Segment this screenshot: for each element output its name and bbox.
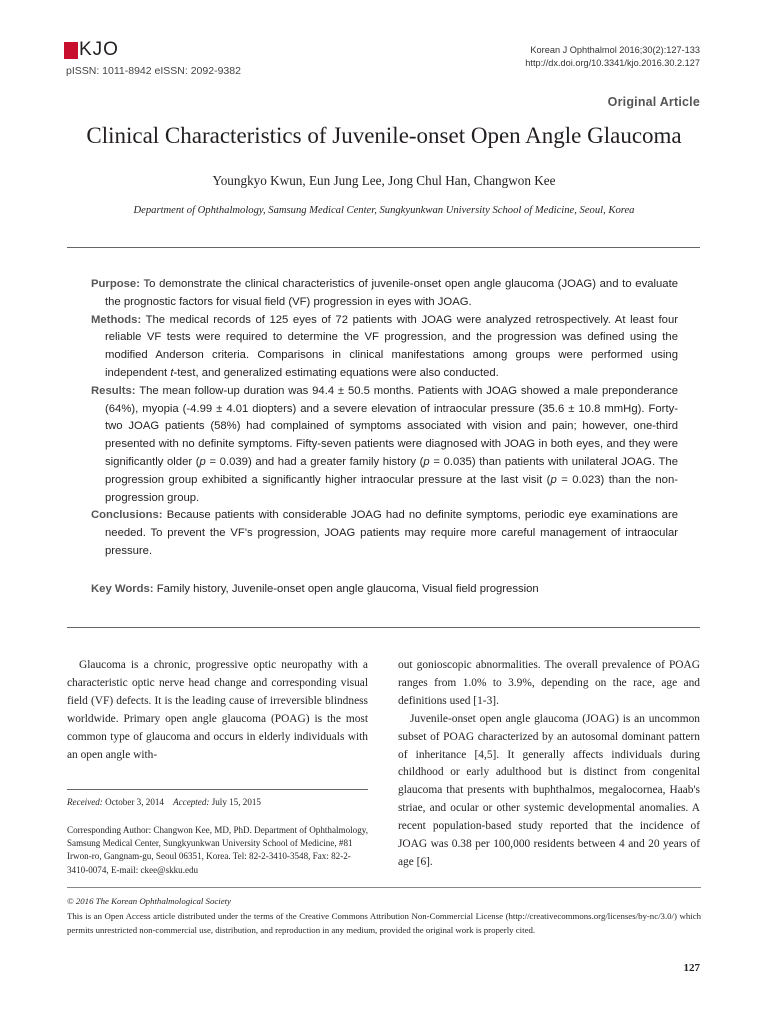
- footnote-divider: [67, 789, 368, 790]
- results-label: Results:: [91, 384, 136, 397]
- divider-middle: [67, 627, 700, 628]
- body-paragraph: Glaucoma is a chronic, progressive optic neuropathy with a characteristic optic nerve head change and corresponding visual field (VF) defects. It is the leading cause of irreversible blindness worldwide. Primary open angle glaucoma (POAG) is the most common type of glaucoma and occurs in elderly individuals with an open angle with-: [67, 659, 368, 761]
- conclusions-text: Because patients with considerable JOAG had no definite symptoms, periodic eye examinations are needed. To prevent the VF's progression, JOAG patients may require more careful management of intraocular pressure.: [105, 509, 679, 557]
- results-text-b: = 0.039) and had a greater family history (: [205, 455, 424, 468]
- citation-journal: Korean J Ophthalmol 2016;30(2):127-133: [530, 45, 700, 55]
- divider-top: [67, 247, 700, 248]
- footer-divider: [67, 887, 701, 888]
- abstract-results: [91, 383, 678, 508]
- abstract-conclusions: [91, 507, 678, 560]
- methods-label: Methods:: [91, 313, 142, 326]
- citation-block: [525, 44, 700, 70]
- abstract-purpose: [91, 276, 678, 312]
- body-paragraph: out gonioscopic abnormalities. The overall prevalence of POAG ranges from 1.0% to 3.9%, depending on the race, age and definitions used [1-3].: [398, 659, 700, 707]
- keywords-label: Key Words:: [91, 583, 154, 595]
- results-text-a: The mean follow-up duration was 94.4 ± 50.5 months. Patients with JOAG showed a male preponderance (64%), myopia (-4.99 ± 4.01 diopters) and a severe elevation of intraocular pressure (35.6 ± 10.8 mmHg). Forty-two JOAG patients (58%) had complained of symptoms associated with vision and pain; however, one-third presented with no definite symptoms. Fifty-seven patients were diagnosed with JOAG in both eyes, and they were significantly older (: [105, 384, 678, 468]
- accepted-date: July 15, 2015: [211, 797, 261, 807]
- body-column-right: [398, 657, 700, 872]
- results-p-italic-2: p: [423, 455, 430, 468]
- citation-doi[interactable]: http://dx.doi.org/10.3341/kjo.2016.30.2.127: [525, 58, 700, 68]
- journal-logo: [64, 41, 119, 59]
- methods-text-b: -test, and generalized estimating equations were also conducted.: [173, 366, 499, 379]
- affiliation: Department of Ophthalmology, Samsung Medical Center, Sungkyunkwan University School of Medicine, Seoul, Korea: [133, 205, 635, 216]
- keywords-text: Family history, Juvenile-onset open angle glaucoma, Visual field progression: [156, 583, 539, 595]
- methods-text-a: The medical records of 125 eyes of 72 patients with JOAG were analyzed retrospectively. At least four reliable VF tests were required to determine the VF progression, and the progression was defined using the modified Anderson criteria. Comparisons in clinical manifestations among groups were performed using independent: [105, 313, 679, 379]
- logo-red-mark: [64, 42, 78, 59]
- author-list: Youngkyo Kwun, Eun Jung Lee, Jong Chul Han, Changwon Kee: [212, 173, 556, 188]
- article-type: Original Article: [607, 95, 700, 109]
- accepted-label: Accepted:: [173, 797, 210, 807]
- results-p-italic-1: p: [199, 455, 206, 468]
- purpose-text: To demonstrate the clinical characteristics of juvenile-onset open angle glaucoma (JOAG) and to evaluate the prognostic factors for visual field (VF) progression in eyes with JOAG.: [105, 278, 678, 308]
- article-title: Clinical Characteristics of Juvenile-onset Open Angle Glaucoma: [86, 123, 682, 148]
- body-paragraph: Juvenile-onset open angle glaucoma (JOAG) is an uncommon subset of POAG characterized by an autosomal dominant pattern of inheritance [4,5]. It generally affects individuals during childhood or early adulthood but is distinct from congenital glaucoma that presents with buphthalmos, megalocornea, Haab's striae, and ocular or other systemic developmental anomalies. A recent population-based study reported that the incidence of JOAG was 0.38 per 100,000 residents between 4 and 20 years of age [6].: [398, 712, 700, 868]
- license-text: This is an Open Access article distributed under the terms of the Creative Commons Attribution Non-Commercial License (http://creativecommons.org/licenses/by-nc/3.0/) which permits unrestricted non-commercial use, distribution, and reproduction in any medium, provided the original work is properly cited.: [67, 911, 701, 935]
- conclusions-label: Conclusions:: [91, 509, 163, 522]
- keywords: [91, 583, 691, 595]
- submission-dates: [67, 797, 261, 807]
- body-column-left: [67, 657, 368, 764]
- purpose-label: Purpose:: [91, 278, 140, 290]
- copyright: © 2016 The Korean Ophthalmological Society: [67, 896, 231, 906]
- results-text-c: = 0.035) than patients with unilateral JOAG. The progression group exhibited a significantly higher intraocular pressure at the last visit (: [105, 455, 678, 486]
- issn-line: pISSN: 1011-8942 eISSN: 2092-9382: [66, 65, 241, 77]
- results-p-italic-3: p: [550, 473, 557, 486]
- logo-text: KJO: [79, 39, 119, 60]
- received-label: Received:: [67, 797, 103, 807]
- methods-t-italic: t: [170, 366, 174, 379]
- page-number: 127: [683, 962, 700, 974]
- received-date: October 3, 2014: [105, 797, 164, 807]
- results-text-d: = 0.023) than the non-progression group.: [105, 473, 678, 504]
- abstract-methods: [91, 312, 678, 383]
- corresponding-author: Corresponding Author: Changwon Kee, MD, PhD. Department of Ophthalmology, Samsung Medical Center, Sungkyunkwan University School of Medicine, #81 Irwon-ro, Gangnam-gu, Seoul 06351, Korea. Tel: 82-2-3410-3548, Fax: 82-2-3410-0074, E-mail: ckee@skku.edu: [67, 825, 368, 875]
- abstract: [91, 276, 678, 561]
